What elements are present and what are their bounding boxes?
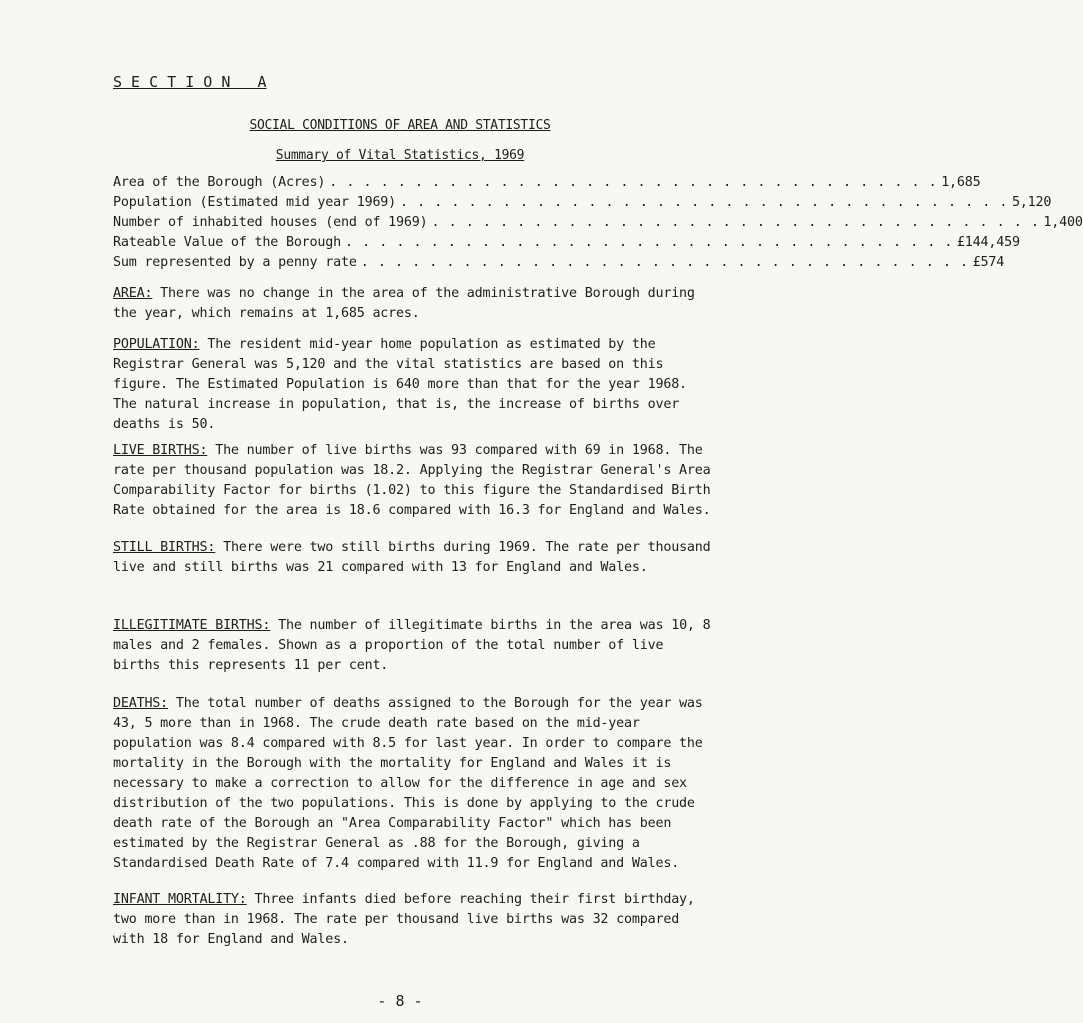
dot-leader: . . . . . . . . . . . . . . . . . . . . . . . . . . . . . . . . . . . . xyxy=(329,175,938,190)
summary-value: 5,120 xyxy=(1011,195,1052,210)
paragraph-illegitimate-births xyxy=(113,616,713,676)
paragraph-heading: STILL BIRTHS: xyxy=(113,540,216,555)
summary-label: Number of inhabited houses (end of 1969) xyxy=(113,215,428,230)
summary-label: Rateable Value of the Borough xyxy=(113,235,341,250)
summary-label: Population (Estimated mid year 1969) xyxy=(113,195,397,210)
summary-row-rateable-value xyxy=(113,235,1020,255)
paragraph-body: The total number of deaths assigned to the Borough for the year was 43, 5 more than in 1968. The crude death rate based on the mid-year population was 8.4 compared with 8.5 for last year. In order to compare the mortality in the Borough with the mortality for England and Wales it is necessary to make a correction to allow for the difference in age and sex distribution of the two populations. This is done by applying to the crude death rate of the Borough an "Area Comparability Factor" which has been estimated by the Registrar General as .88 for the Borough, giving a Standardised Death Rate of 7.4 compared with 11.9 for England and Wales. xyxy=(113,696,703,871)
paragraph-area xyxy=(113,284,713,324)
dot-leader: . . . . . . . . . . . . . . . . . . . . . . . . . . . . . . . . . . . . xyxy=(345,235,953,250)
paragraph-heading: DEATHS: xyxy=(113,696,169,711)
summary-row-population xyxy=(113,195,1052,215)
paragraph-deaths xyxy=(113,694,713,874)
dot-leader: . . . . . . . . . . . . . . . . . . . . . . . . . . . . . . . . . . . . xyxy=(400,195,1008,210)
summary-value: 1,685 xyxy=(941,175,981,190)
summary-row-penny-rate xyxy=(113,255,1005,275)
summary-row-area xyxy=(113,175,981,195)
paragraph-body: The number of illegitimate births in the area was 10, 8 males and 2 females. Shown as a proportion of the total number of live births this represents 11 per cent. xyxy=(113,618,711,673)
paragraph-body: The resident mid-year home population as estimated by the Registrar General was 5,120 and the vital statistics are based on this figure. The Estimated Population is 640 more than that for the year 1968. The natural increase in population, that is, the increase of births over deaths is 50. xyxy=(113,337,687,432)
summary-label: Area of the Borough (Acres) xyxy=(113,175,326,190)
paragraph-body: Three infants died before reaching their first birthday, two more than in 1968. The rate per thousand live births was 32 compared with 18 for England and Wales. xyxy=(113,892,695,947)
summary-label: Sum represented by a penny rate xyxy=(113,255,357,270)
summary-value: 1,400 xyxy=(1043,215,1083,230)
paragraph-body: There were two still births during 1969. The rate per thousand live and still births was 21 compared with 13 for England and Wales. xyxy=(113,540,711,575)
paragraph-heading: AREA: xyxy=(113,286,153,301)
summary-table xyxy=(113,175,1083,275)
page-number: - 8 - xyxy=(377,992,423,1010)
paragraph-still-births xyxy=(113,538,713,578)
paragraph-heading: INFANT MORTALITY: xyxy=(113,892,247,907)
paragraph-body: The number of live births was 93 compared with 69 in 1968. The rate per thousand population was 18.2. Applying the Registrar General's Area Comparability Factor for births (1.02) to this figure the Standardised Birth Rate obtained for the area is 18.6 compared with 16.3 for England and Wales. xyxy=(113,443,711,518)
dot-leader: . . . . . . . . . . . . . . . . . . . . . . . . . . . . . . . . . . . . xyxy=(431,215,1040,230)
paragraph-infant-mortality xyxy=(113,890,713,950)
paragraph-population xyxy=(113,335,713,435)
dot-leader: . . . . . . . . . . . . . . . . . . . . . . . . . . . . . . . . . . . . xyxy=(360,255,969,270)
summary-value: £144,459 xyxy=(956,235,1020,250)
document-title: SOCIAL CONDITIONS OF AREA AND STATISTICS xyxy=(249,118,551,133)
paragraph-body: There was no change in the area of the administrative Borough during the year, which remains at 1,685 acres. xyxy=(113,286,695,321)
summary-value: £574 xyxy=(972,255,1005,270)
paragraph-heading: LIVE BIRTHS: xyxy=(113,443,208,458)
summary-row-houses xyxy=(113,215,1083,235)
section-heading: S E C T I O N A xyxy=(113,73,267,91)
paragraph-heading: ILLEGITIMATE BIRTHS: xyxy=(113,618,271,633)
paragraph-heading: POPULATION: xyxy=(113,337,200,352)
paragraph-live-births xyxy=(113,441,713,521)
document-subtitle: Summary of Vital Statistics, 1969 xyxy=(275,148,525,163)
